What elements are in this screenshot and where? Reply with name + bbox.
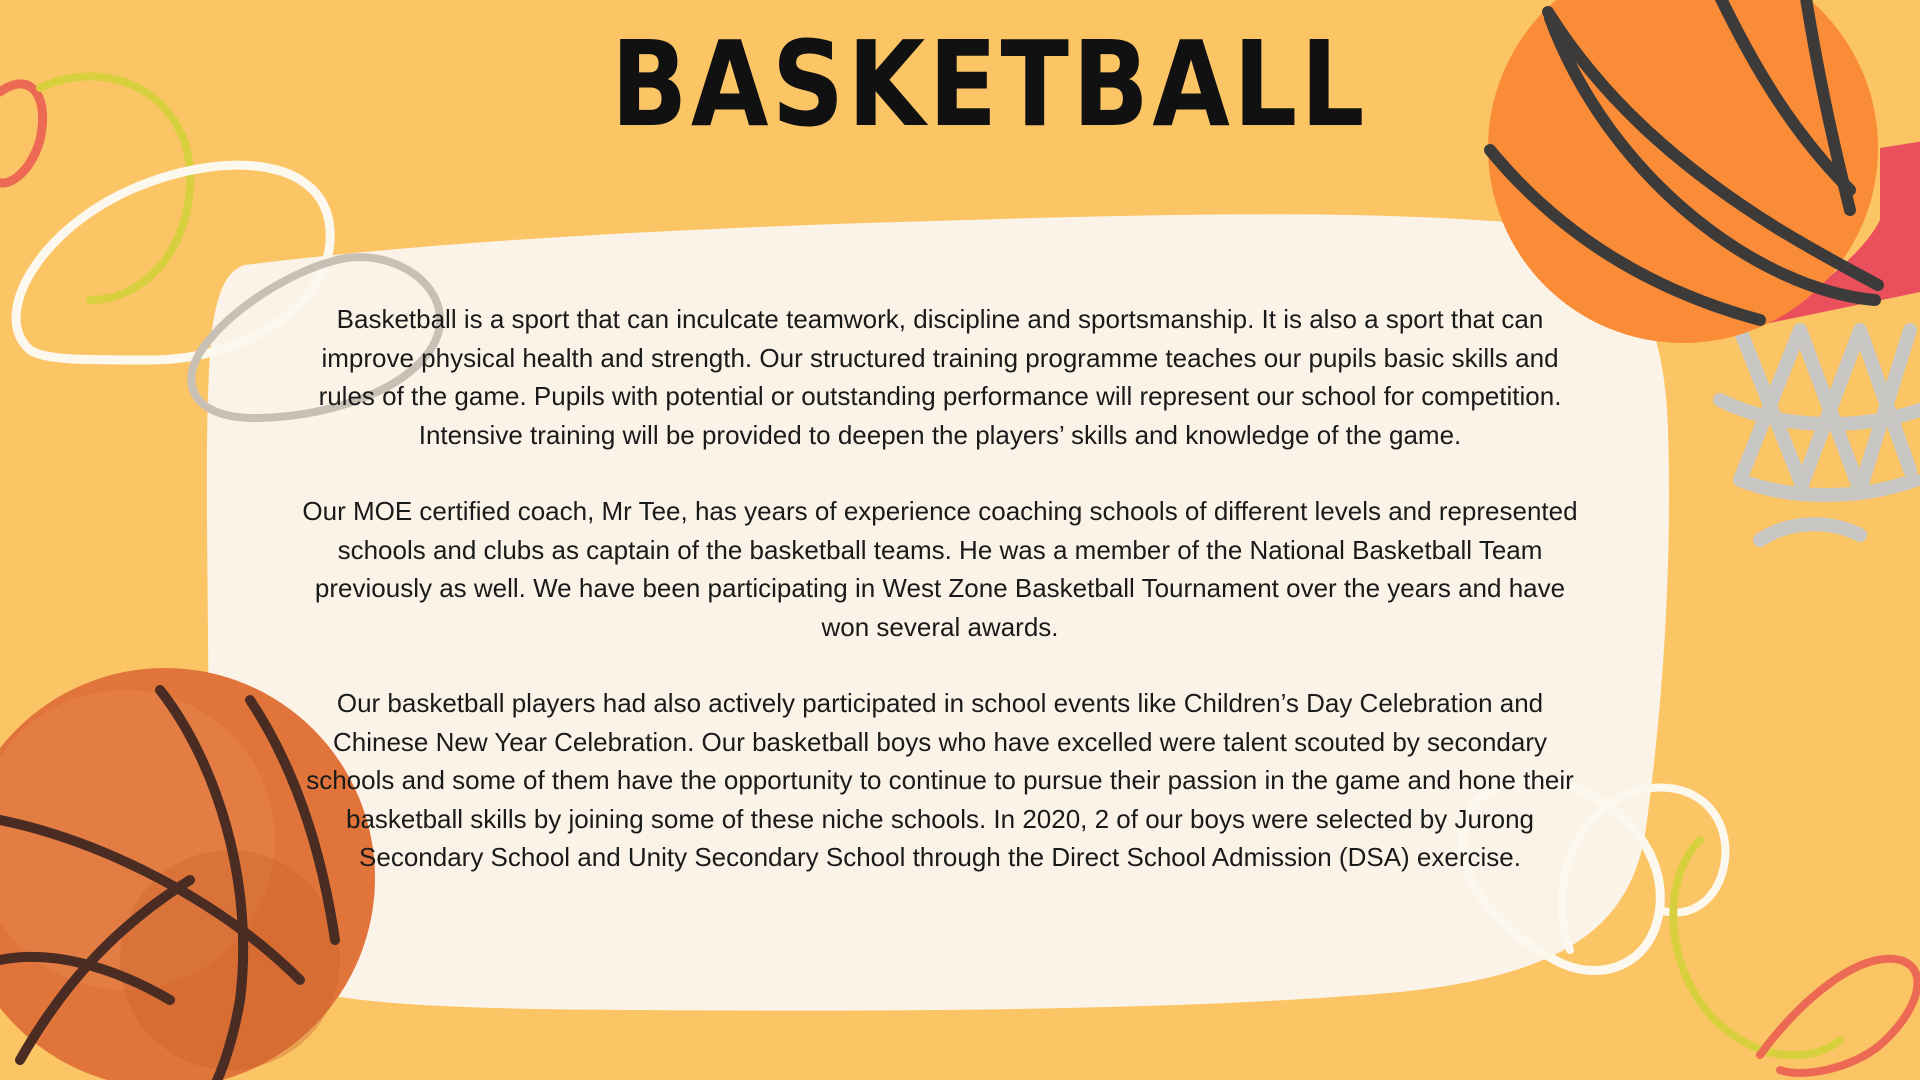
paragraph-coach: Our MOE certified coach, Mr Tee, has years of experience coaching schools of different levels and represented schools and clubs as captain of the basketball teams. He was a member of the National Basketball Team previously as well. We have been participating in West Zone Basketball Tournament over the years and have won several awards. — [302, 496, 1578, 642]
paragraph-achievements: Our basketball players had also actively participated in school events like Children’s Day Celebration and Chinese New Year Celebration. Our basketball boys who have excelled were talent scouted by secondary schools and some of them have the opportunity to continue to pursue their passion in the game and hone their basketball skills by joining some of these niche schools. In 2020, 2 of our boys were selected by Jurong Secondary School and Unity Secondary School through the Direct School Admission (DSA) exercise. — [306, 688, 1574, 872]
content-body — [300, 300, 1580, 915]
paragraph-intro: Basketball is a sport that can inculcate teamwork, discipline and sportsmanship. It is also a sport that can improve physical health and strength. Our structured training programme teaches our pupils basic skills and rules of the game. Pupils with potential or outstanding performance will represent our school for competition. Intensive training will be provided to deepen the players’ skills and knowledge of the game. — [318, 304, 1562, 450]
basketball-hoop-icon — [1720, 330, 1920, 540]
page-title: BASKETBALL — [611, 15, 1368, 153]
